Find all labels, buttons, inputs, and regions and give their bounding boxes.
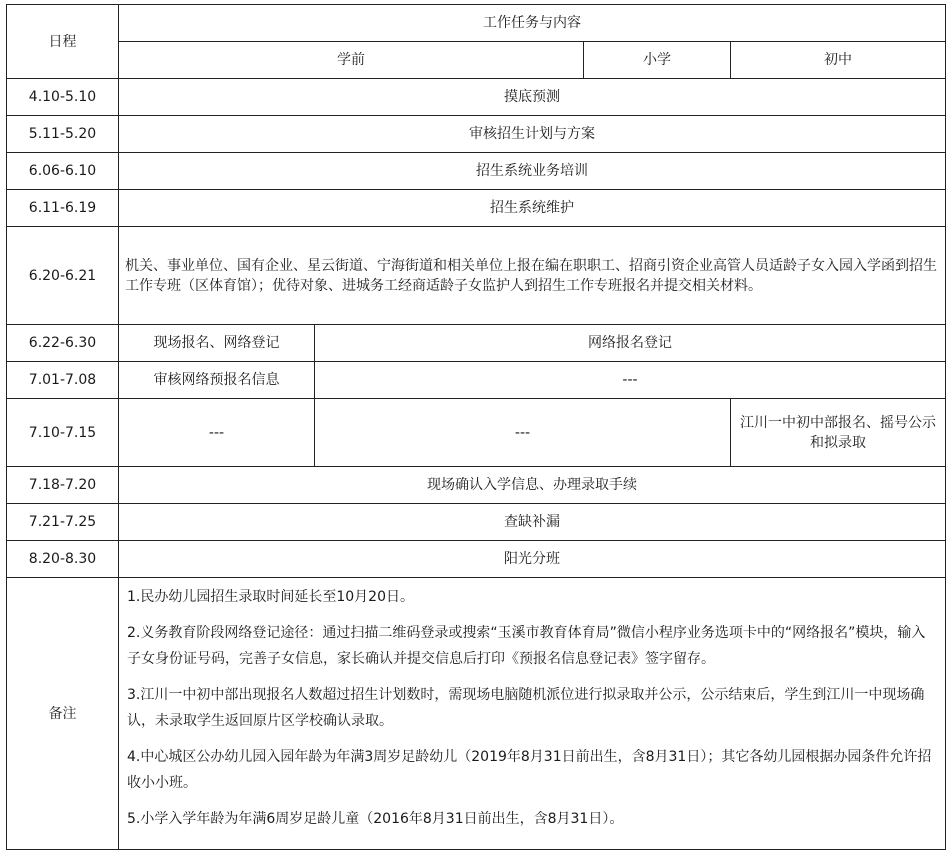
table-row (7, 227, 946, 325)
row-date: 8.20-8.30 (7, 541, 119, 578)
row-date: 7.18-7.20 (7, 467, 119, 504)
table-row (7, 153, 946, 190)
row-primary: --- (315, 399, 731, 467)
header-tasks: 工作任务与内容 (119, 5, 946, 42)
row-rest: 网络报名登记 (315, 325, 946, 362)
row-date: 6.11-6.19 (7, 190, 119, 227)
note-item: 4.中心城区公办幼儿园入园年龄为年满3周岁足龄幼儿（2019年8月31日前出生，含8月31日）；其它各幼儿园根据办园条件允许招收小小班。 (127, 749, 932, 791)
row-date: 6.06-6.10 (7, 153, 119, 190)
notes-row (7, 578, 946, 850)
row-preschool: --- (119, 399, 315, 467)
row-content: 招生系统业务培训 (119, 153, 946, 190)
note-item: 3.江川一中初中部出现报名人数超过招生计划数时，需现场电脑随机派位进行拟录取并公示，公示结束后，学生到江川一中现场确认，未录取学生返回原片区学校确认录取。 (127, 687, 925, 729)
row-junior: 江川一中初中部报名、摇号公示和拟录取 (731, 399, 946, 467)
table-row (7, 190, 946, 227)
schedule-table (6, 4, 946, 850)
row-content: 查缺补漏 (119, 504, 946, 541)
row-preschool: 审核网络预报名信息 (119, 362, 315, 399)
header-row (7, 5, 946, 42)
row-date: 7.10-7.15 (7, 399, 119, 467)
table-row (7, 325, 946, 362)
row-date: 5.11-5.20 (7, 116, 119, 153)
table-row (7, 504, 946, 541)
row-date: 7.01-7.08 (7, 362, 119, 399)
table-row (7, 362, 946, 399)
row-date: 6.20-6.21 (7, 227, 119, 325)
row-content: 招生系统维护 (119, 190, 946, 227)
header-primary: 小学 (584, 42, 731, 79)
notes-label: 备注 (7, 578, 119, 850)
header-preschool: 学前 (119, 42, 584, 79)
row-date: 4.10-5.10 (7, 79, 119, 116)
header-junior: 初中 (731, 42, 946, 79)
table-row (7, 116, 946, 153)
notes-content (119, 578, 946, 850)
row-rest: --- (315, 362, 946, 399)
table-row (7, 467, 946, 504)
subheader-row (7, 42, 946, 79)
row-content: 阳光分班 (119, 541, 946, 578)
table-row (7, 399, 946, 467)
table-row (7, 79, 946, 116)
note-item: 1.民办幼儿园招生录取时间延长至10月20日。 (127, 589, 414, 605)
row-date: 6.22-6.30 (7, 325, 119, 362)
note-item: 2.义务教育阶段网络登记途径：通过扫描二维码登录或搜索“玉溪市教育体育局”微信小程序业务选项卡中的“网络报名”模块，输入子女身份证号码，完善子女信息，家长确认并提交信息后打印《预报名信息登记表》签字留存。 (127, 625, 926, 667)
row-content: 摸底预测 (119, 79, 946, 116)
row-preschool: 现场报名、网络登记 (119, 325, 315, 362)
row-content: 审核招生计划与方案 (119, 116, 946, 153)
header-date: 日程 (7, 5, 119, 79)
row-content: 机关、事业单位、国有企业、星云街道、宁海街道和相关单位上报在编在职职工、招商引资企业高管人员适龄子女入园入学函到招生工作专班（区体育馆）；优待对象、进城务工经商适龄子女监护人到招生工作专班报名并提交相关材料。 (119, 227, 946, 325)
table-row (7, 541, 946, 578)
row-date: 7.21-7.25 (7, 504, 119, 541)
row-content: 现场确认入学信息、办理录取手续 (119, 467, 946, 504)
note-item: 5.小学入学年龄为年满6周岁足龄儿童（2016年8月31日前出生，含8月31日）。 (127, 811, 624, 827)
